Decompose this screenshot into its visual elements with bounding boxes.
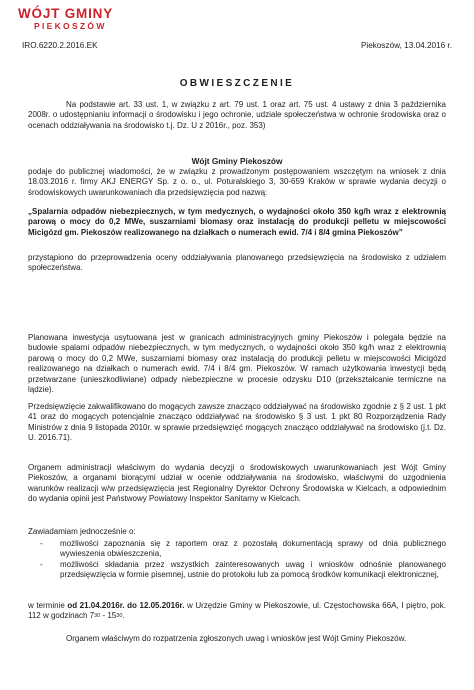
reference-number: IRO.6220.2.2016.EK <box>22 41 98 50</box>
document-title: OBWIESZCZENIE <box>179 78 295 89</box>
term-prefix: w terminie <box>28 601 68 610</box>
time-start-superscript: 30 <box>94 613 101 620</box>
list-item-text: możliwości zapoznania się z raportem oraz z pozostałą dokumentacją sprawy od dnia publicznego wywieszenia obwieszczenia, <box>60 539 446 559</box>
list-item <box>28 560 446 581</box>
location-paragraph: Planowana inwestycja usytuowana jest w granicach administracyjnych gminy Piekoszów i polegała będzie na budowie spalarni odpadów niebezpiecznych, w tym medycznych, o wydajności około 350 kg/h wraz z elektrownią parową o mocy do 0,2 MWe, suszarniami biomasy oraz instalacją do produkcji pelletu w miejscowości Micigózd realizowanego na działkach o numerach ewid. 7/4 i 8/4 gm. Piekoszów. W ramach użytkowania inwestycji będą przetwarzane (unieszkodliwiane) odpady niebezpieczne w procesie odzysku D10 (przekształcanie termiczne na lądzie). <box>28 333 446 395</box>
notification-list <box>28 539 446 581</box>
project-name-quote: „Spalarnia odpadów niebezpiecznych, w tym medycznych, o wydajności około 350 kg/h wraz z elektrownią parową o mocy do 0,2 MWe, suszarniami biomasy oraz instalacją do produkcji pelletu w miejscowości Micigózd gm. Piekoszów realizowanego na działkach o numerach ewid. 7/4 i 8/4 gmina Piekoszów” <box>28 207 446 237</box>
stamp-subtitle: PIEKOSZÓW <box>34 21 107 31</box>
notification-intro: Zawiadamiam jednocześnie o: <box>28 527 136 536</box>
term-dates: od 21.04.2016r. do 12.05.2016r. <box>67 601 185 610</box>
term-location: w Urzędzie Gminy w Piekoszowie, ul. Częstochowska 66A, I piętro, pok. 112 w godzinach 7 <box>28 601 446 621</box>
term-paragraph <box>28 601 446 622</box>
closing-paragraph: Organem właściwym do rozpatrzenia zgłoszonych uwag i wniosków jest Wójt Gminy Piekoszów. <box>66 634 407 643</box>
classification-paragraph: Przedsięwzięcie zakwalifikowano do mogących zawsze znacząco oddziaływać na środowisko zgodnie z § 2 ust. 1 pkt 41 oraz do mogących potencjalnie znacząco oddziaływać na środowisko § 3 ust. 1 pkt 80 Rozporządzenia Rady Ministrów z dnia 9 listopada 2010r. w sprawie przedsięwzięć mogących znacząco oddziaływać na środowisko (j.t. Dz. U. 2016.71). <box>28 402 446 443</box>
time-separator: - 15 <box>100 611 117 621</box>
place-date: Piekoszów, 13.04.2016 r. <box>360 41 452 50</box>
proceeding-paragraph: przystąpiono do przeprowadzenia oceny oddziaływania planowanego przedsięwzięcia na środowisko z udziałem społeczeństwa. <box>28 253 446 273</box>
office-stamp <box>18 6 113 31</box>
notice-paragraph: podaje do publicznej wiadomości, że w związku z prowadzonym postępowaniem wszczętym na wniosek z dnia 18.03.2016 r. firmy AKJ ENERGY Sp. z o. o., ul. Poturalskiego 3, 30-659 Kraków w sprawie wydania decyzji o środowiskowych uwarunkowaniach dla przedsięwzięcia pod nazwą: <box>28 167 446 197</box>
time-end-superscript: 30 <box>116 613 123 620</box>
list-item-text: możliwości składania przez wszystkich zainteresowanych uwag i wniosków odnośnie planowanego przedsięwzięcia w formie pisemnej, ustnie do protokołu lub za pomocą środków komunikacji elektronicznej, <box>60 559 446 580</box>
authority-name: Wójt Gminy Piekoszów <box>191 156 283 166</box>
competent-authority-paragraph: Organem administracji właściwym do wydania decyzji o środowiskowych uwarunkowaniach jest Wójt Gminy Piekoszów, a organami biorącymi udział w ocenie oddziaływania na środowisko, właściwymi do uzgodnienia warunków realizacji w/w przedsięwzięcia jest Regionalny Dyrektor Ochrony Środowiska w Kielcach, a odpowiednim do wydania opinii jest Państwowy Powiatowy Inspektor Sanitarny w Kielcach. <box>28 463 446 504</box>
list-item <box>28 539 446 560</box>
stamp-title: WÓJT GMINY <box>18 6 113 21</box>
dash-bullet: - <box>40 539 43 548</box>
legal-basis-paragraph: Na podstawie art. 33 ust. 1, w związku z art. 79 ust. 1 oraz art. 75 ust. 4 ustawy z dnia 3 października 2008r. o udostępnianiu informacji o środowisku i jego ochronie, udziale społeczeństwa w ochronie środowiska oraz o ocenach oddziaływania na środowisko t.j. Dz. U z 2016r., poz. 353) <box>28 100 446 130</box>
dash-bullet: - <box>40 559 43 569</box>
term-end: . <box>122 611 125 621</box>
